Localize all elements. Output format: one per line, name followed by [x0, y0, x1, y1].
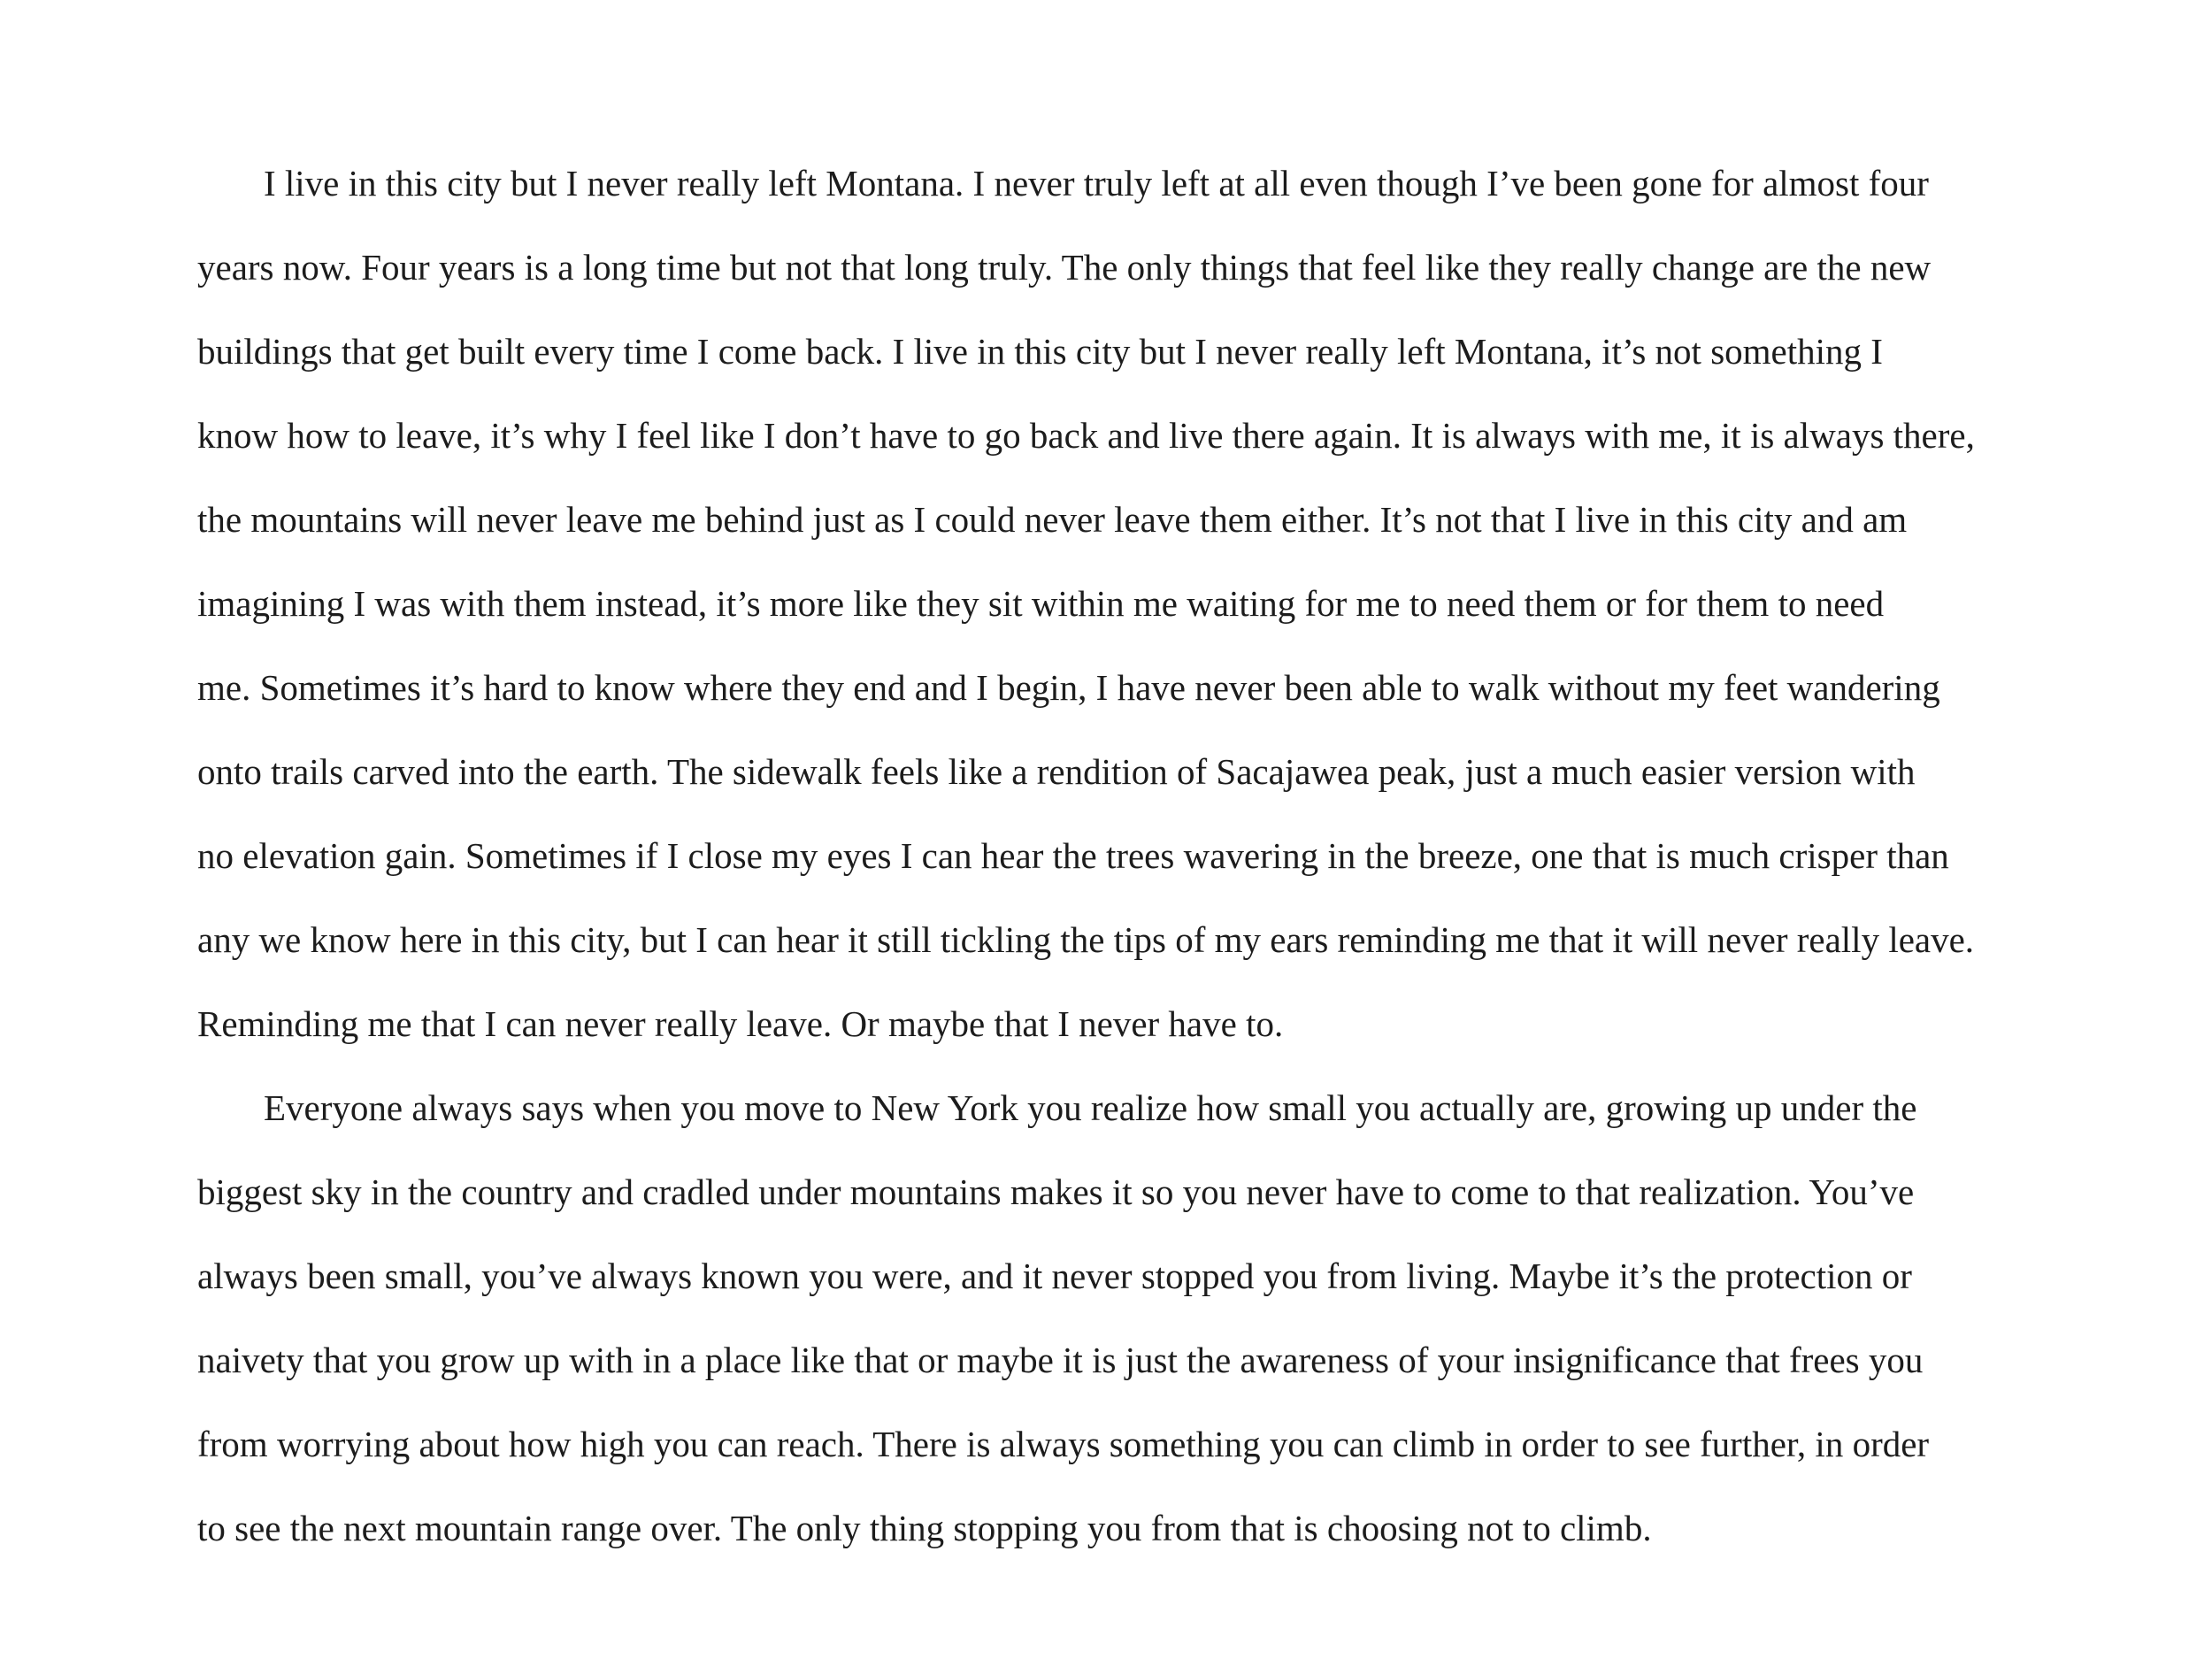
- paragraph-line: biggest sky in the country and cradled under mountains makes it so you never have to come to that realization. You’ve: [197, 1171, 1915, 1212]
- paragraph-line: buildings that get built every time I come back. I live in this city but I never really left Montana, it’s not something I: [197, 331, 1883, 372]
- paragraph-line: I live in this city but I never really left Montana. I never truly left at all even though I’ve been gone for almost four: [264, 163, 1929, 204]
- paragraph-line: the mountains will never leave me behind just as I could never leave them either. It’s not that I live in this city and am: [197, 499, 1908, 540]
- paragraph-line: to see the next mountain range over. The only thing stopping you from that is choosing not to climb.: [197, 1508, 1652, 1548]
- paragraph-2: [197, 1066, 2033, 1571]
- paragraph-line: any we know here in this city, but I can hear it still tickling the tips of my ears reminding me that it will never really leave.: [197, 919, 1975, 960]
- paragraph-line: no elevation gain. Sometimes if I close my eyes I can hear the trees wavering in the breeze, one that is much crisper than: [197, 835, 1949, 876]
- paragraph-line: me. Sometimes it’s hard to know where they end and I begin, I have never been able to walk without my feet wandering: [197, 667, 1940, 708]
- paragraph-line: Reminding me that I can never really leave. Or maybe that I never have to.: [197, 1003, 1284, 1044]
- paragraph-line: naivety that you grow up with in a place like that or maybe it is just the awareness of your insignificance that frees you: [197, 1340, 1924, 1380]
- paragraph-line: Everyone always says when you move to New York you realize how small you actually are, growing up under the: [264, 1087, 1917, 1128]
- document-page: [197, 142, 2033, 1571]
- paragraph-line: years now. Four years is a long time but not that long truly. The only things that feel like they really change are the new: [197, 247, 1932, 288]
- paragraph-line: onto trails carved into the earth. The sidewalk feels like a rendition of Sacajawea peak, just a much easier version with: [197, 751, 1916, 792]
- paragraph-line: know how to leave, it’s why I feel like I don’t have to go back and live there again. It is always with me, it is always there,: [197, 415, 1975, 456]
- paragraph-line: always been small, you’ve always known you were, and it never stopped you from living. Maybe it’s the protection or: [197, 1256, 1912, 1296]
- paragraph-1: [197, 142, 2033, 1066]
- paragraph-line: from worrying about how high you can reach. There is always something you can climb in order to see further, in order: [197, 1424, 1930, 1464]
- paragraph-line: imagining I was with them instead, it’s more like they sit within me waiting for me to need them or for them to need: [197, 583, 1885, 624]
